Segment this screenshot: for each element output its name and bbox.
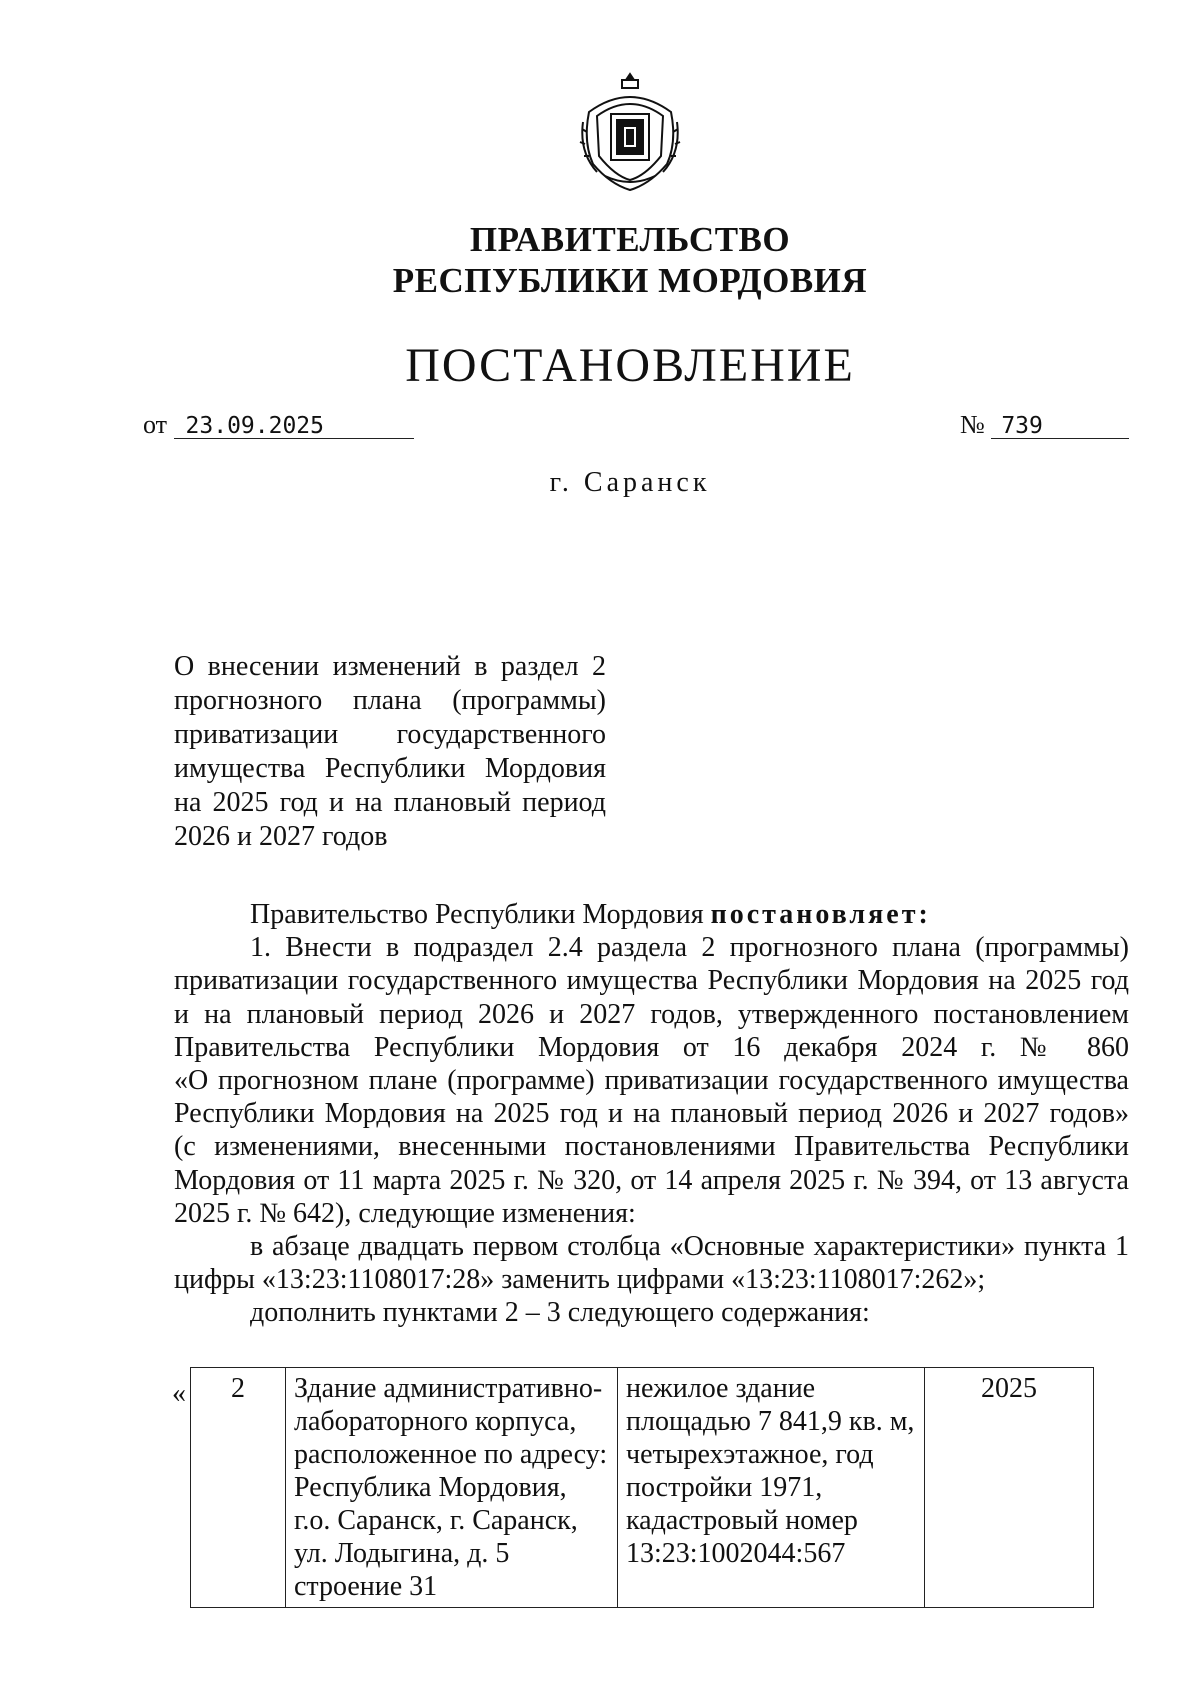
subject-line: на 2025 год и на плановый период xyxy=(174,787,606,818)
document-body xyxy=(174,898,1129,1330)
item-characteristics-line: четырехэтажное, год xyxy=(626,1439,874,1470)
coat-of-arms-emblem xyxy=(575,72,685,194)
opening-text: Правительство Республики Мордовия xyxy=(250,899,704,930)
subject-line: имущества Республики Мордовия xyxy=(174,753,606,784)
body-line: 2025 г. № 642), следующие изменения: xyxy=(174,1197,636,1229)
subject-line: прогнозного плана (программы) xyxy=(174,685,606,716)
item-characteristics-line: нежилое здание xyxy=(626,1373,816,1404)
body-line: в абзаце двадцать первом столбца «Основные характеристики» пункта 1 xyxy=(250,1231,1129,1263)
body-line: 1. Внести в подраздел 2.4 раздела 2 прогнозного плана (программы) xyxy=(250,932,1129,964)
body-line: «О прогнозном плане (программе) приватизации государственного имущества xyxy=(174,1065,1129,1097)
subject-line: приватизации государственного xyxy=(174,719,606,750)
number-value: 739 xyxy=(991,414,1129,439)
table-row xyxy=(191,1368,1094,1608)
item-characteristics-line: кадастровый номер xyxy=(626,1505,858,1536)
document-subject xyxy=(174,650,606,854)
item-name-line: расположенное по адресу: xyxy=(294,1439,608,1470)
table-open-quote: « xyxy=(172,1378,186,1409)
document-type-title: ПОСТАНОВЛЕНИЕ xyxy=(405,339,855,392)
organization-name-line-2: РЕСПУБЛИКИ МОРДОВИЯ xyxy=(392,261,868,300)
date-label: от xyxy=(143,410,168,439)
item-name-line: ул. Лодыгина, д. 5 xyxy=(294,1538,510,1569)
item-name-cell xyxy=(286,1368,618,1608)
item-year-cell: 2025 xyxy=(925,1368,1094,1608)
item-name-line: лабораторного корпуса, xyxy=(294,1406,577,1437)
body-line: цифры «13:23:1108017:28» заменить цифрами «13:23:1108017:262»; xyxy=(174,1264,986,1296)
subject-line: О внесении изменений в раздел 2 xyxy=(174,651,606,682)
body-line: приватизации государственного имущества Республики Мордовия на 2025 год xyxy=(174,965,1129,997)
body-line: дополнить пунктами 2 – 3 следующего содержания: xyxy=(250,1297,870,1329)
date-value: 23.09.2025 xyxy=(174,414,414,439)
item-name-line: Республика Мордовия, xyxy=(294,1472,567,1503)
subject-line: 2026 и 2027 годов xyxy=(174,821,388,852)
item-name-line: строение 31 xyxy=(294,1571,438,1602)
document-number xyxy=(960,410,1129,440)
item-characteristics-line: постройки 1971, xyxy=(626,1472,823,1503)
item-number-cell: 2 xyxy=(191,1368,286,1608)
opening-line xyxy=(174,898,1129,931)
number-label: № xyxy=(960,410,985,439)
privatization-items-table xyxy=(190,1367,1094,1608)
item-name-line: Здание административно- xyxy=(294,1373,603,1404)
item-characteristics-line: площадью 7 841,9 кв. м, xyxy=(626,1406,915,1437)
body-line: Правительства Республики Мордовия от 16 декабря 2024 г. № 860 xyxy=(174,1031,1129,1063)
document-date xyxy=(143,410,414,440)
body-line: (с изменениями, внесенными постановлениями Правительства Республики xyxy=(174,1131,1129,1163)
city-name: г. Саранск xyxy=(549,467,711,498)
item-characteristics-line: 13:23:1002044:567 xyxy=(626,1538,846,1569)
item-characteristics-cell xyxy=(618,1368,925,1608)
opening-decree-word: постановляет: xyxy=(710,899,931,930)
body-line: Мордовия от 11 марта 2025 г. № 320, от 14 апреля 2025 г. № 394, от 13 августа xyxy=(174,1164,1129,1196)
item-name-line: г.о. Саранск, г. Саранск, xyxy=(294,1505,578,1536)
body-line: Республики Мордовия на 2025 год и на плановый период 2026 и 2027 годов» xyxy=(174,1098,1129,1130)
organization-name-line-1: ПРАВИТЕЛЬСТВО xyxy=(469,220,791,259)
body-line: и на плановый период 2026 и 2027 годов, утвержденного постановлением xyxy=(174,998,1129,1030)
